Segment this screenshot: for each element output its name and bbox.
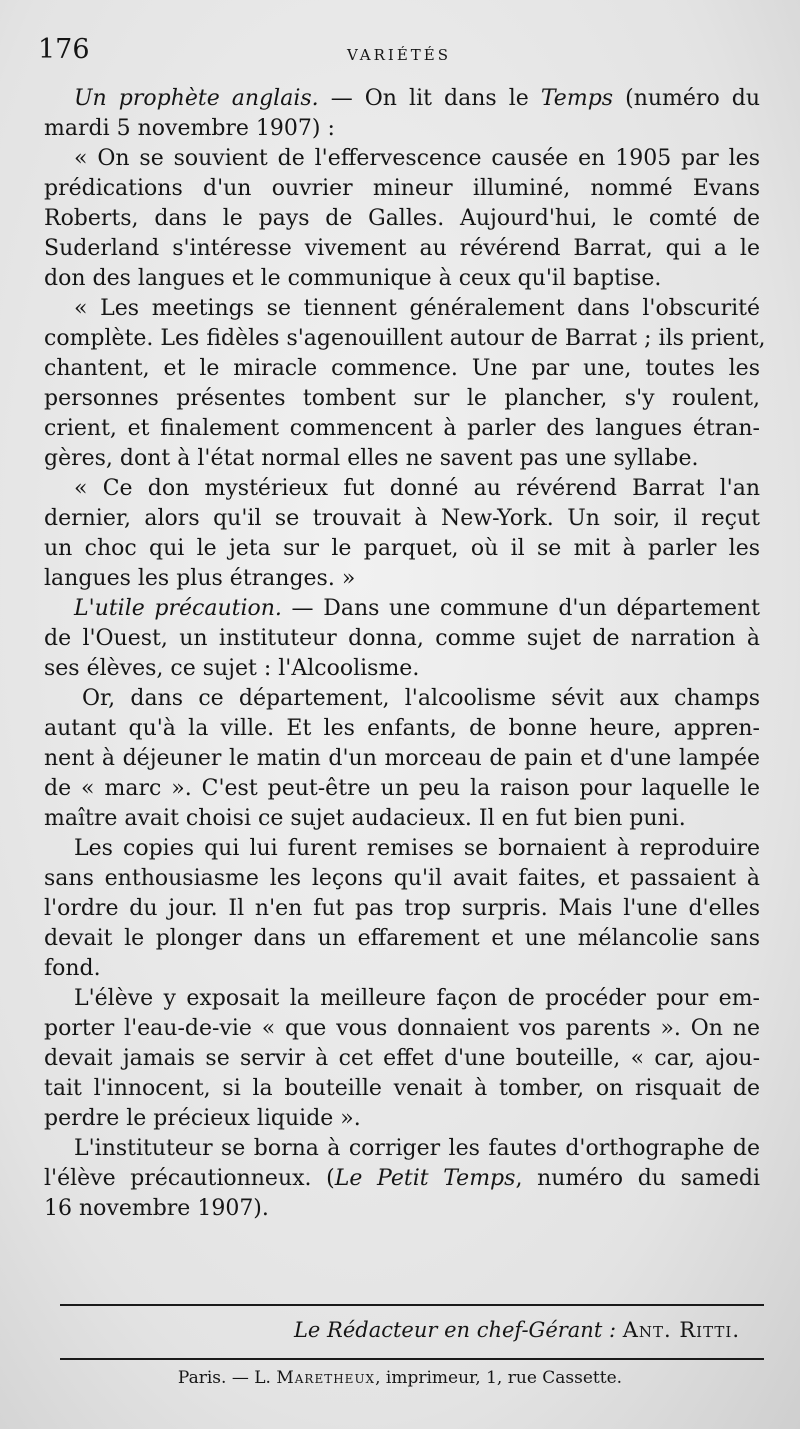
text-line: devait jamais se servir à cet effet d'une bouteille, « car, ajou- <box>44 1046 760 1071</box>
text-line: personnes présentes tombent sur le plancher, s'y roulent, <box>44 386 760 411</box>
text-line: fond. <box>44 956 101 981</box>
publication-name: Temps <box>540 86 614 111</box>
text-line: un choc qui le jeta sur le parquet, où il se mit à parler les <box>44 536 760 561</box>
text-line: ses élèves, ce sujet : l'Alcoolisme. <box>44 656 420 681</box>
text-line: crient, et finalement commencent à parler des langues étran- <box>44 416 760 441</box>
text-line: chantent, et le miracle commence. Une par une, toutes les <box>44 356 760 381</box>
text-line: de « marc ». C'est peut-être un peu la raison pour laquelle le <box>44 776 760 801</box>
text-line: Un prophète anglais. — On lit dans le Temps (numéro du <box>74 86 761 111</box>
text-line: mardi 5 novembre 1907) : <box>44 116 335 141</box>
text-line: gères, dont à l'état normal elles ne savent pas une syllabe. <box>44 446 699 471</box>
text-line: langues les plus étranges. » <box>44 566 356 591</box>
text-line: perdre le précieux liquide ». <box>44 1106 361 1131</box>
editor-name: Ant. Ritti. <box>622 1318 740 1342</box>
text-line: L'instituteur se borna à corriger les fautes d'orthographe de <box>74 1136 760 1161</box>
text-line: Roberts, dans le pays de Galles. Aujourd'hui, le comté de <box>44 206 760 231</box>
text-line: devait le plonger dans un effarement et une mélancolie sans <box>44 926 760 951</box>
text-line: L'utile précaution. — Dans une commune d'un département <box>74 596 761 621</box>
text-line: tait l'innocent, si la bouteille venait à tomber, on risquait de <box>44 1076 760 1101</box>
text-line: porter l'eau-de-vie « que vous donnaient vos parents ». On ne <box>44 1016 760 1041</box>
text-line: don des langues et le communique à ceux qu'il baptise. <box>44 266 662 291</box>
text-line: « Les meetings se tiennent généralement dans l'obscurité <box>74 296 760 321</box>
page-header <box>38 34 760 70</box>
text-line: nent à déjeuner le matin d'un morceau de pain et d'une lampée <box>44 746 760 771</box>
article-body <box>44 84 766 1224</box>
text-line: L'élève y exposait la meilleure façon de procéder pour em- <box>74 986 760 1011</box>
section-title: Un prophète anglais. <box>74 86 319 111</box>
section-title: L'utile précaution. <box>74 596 282 621</box>
page-number: 176 <box>38 34 90 65</box>
running-head: VARIÉTÉS <box>346 46 452 64</box>
text-line: Les copies qui lui furent remises se bornaient à reproduire <box>74 836 760 861</box>
text-line: autant qu'à la ville. Et les enfants, de bonne heure, appren- <box>44 716 760 741</box>
publication-name: Le Petit Temps <box>334 1166 516 1191</box>
text-line: Suderland s'intéresse vivement au révérend Barrat, qui a le <box>44 236 760 261</box>
text-line: dernier, alors qu'il se trouvait à New-York. Un soir, il reçut <box>44 506 760 531</box>
text-line: l'ordre du jour. Il n'en fut pas trop surpris. Mais l'une d'elles <box>44 896 760 921</box>
text-line: sans enthousiasme les leçons qu'il avait faites, et passaient à <box>44 866 760 891</box>
text-line: de l'Ouest, un instituteur donna, comme sujet de narration à <box>44 626 760 651</box>
imprint-divider <box>60 1358 764 1360</box>
editor-credit <box>0 1318 740 1342</box>
printer-name: Maretheux <box>276 1368 376 1388</box>
footer-divider <box>60 1304 764 1306</box>
text-line: maître avait choisi ce sujet audacieux. Il en fut bien puni. <box>44 806 686 831</box>
text-line: l'élève précautionneux. (Le Petit Temps, numéro du samedi <box>44 1166 760 1191</box>
text-line: prédications d'un ouvrier mineur illuminé, nommé Evans <box>44 176 760 201</box>
text-line: 16 novembre 1907). <box>44 1196 269 1221</box>
text-line: « Ce don mystérieux fut donné au révérend Barrat l'an <box>74 476 760 501</box>
text-line: Or, dans ce département, l'alcoolisme sévit aux champs <box>82 686 760 711</box>
text-line: « On se souvient de l'effervescence causée en 1905 par les <box>74 146 760 171</box>
editor-role: Le Rédacteur en chef-Gérant : <box>293 1318 617 1342</box>
text-line: complète. Les fidèles s'agenouillent autour de Barrat ; ils prient, <box>44 326 766 351</box>
printer-imprint: Paris. — L. Maretheux, imprimeur, 1, rue Cassette. <box>177 1368 623 1388</box>
